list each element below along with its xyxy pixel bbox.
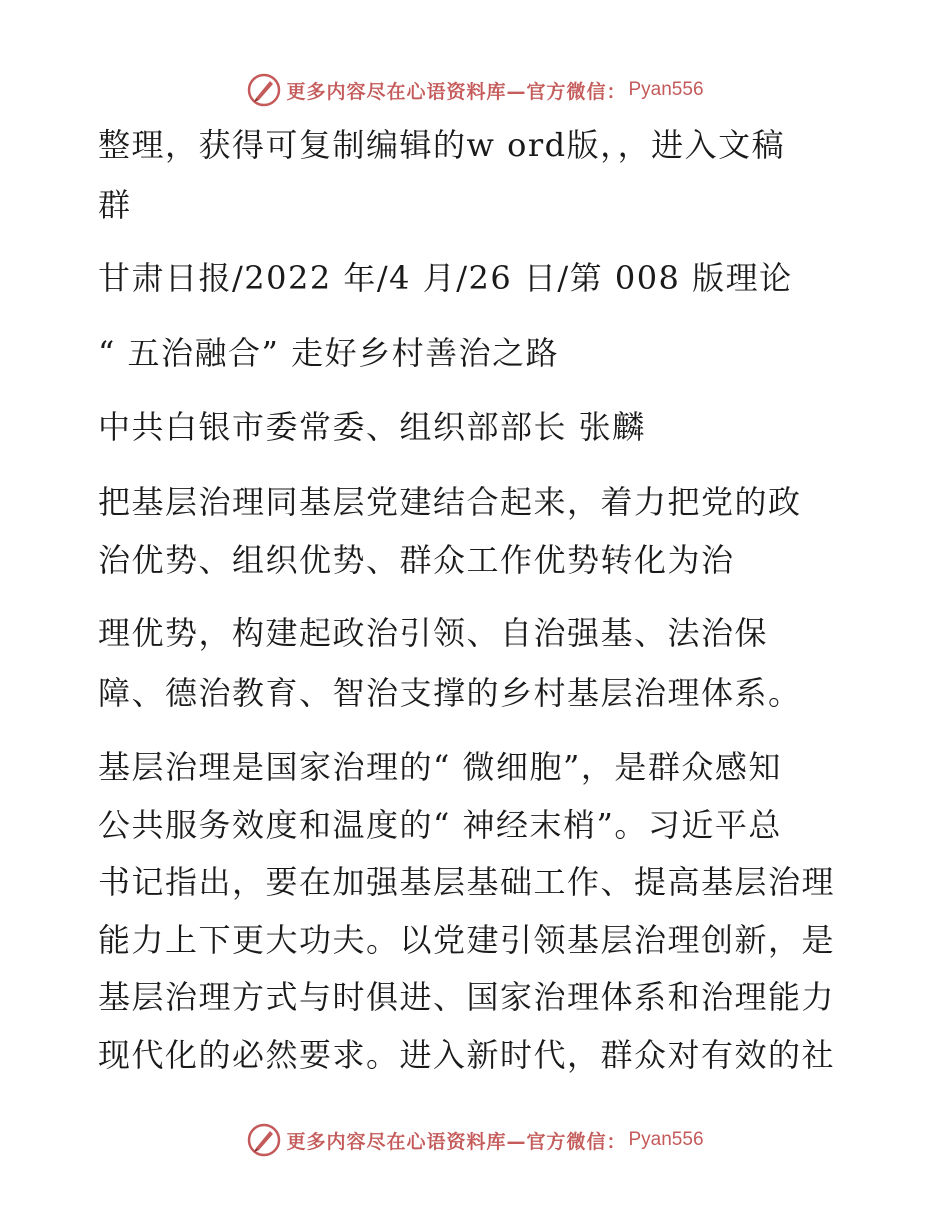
text-line: 基层治理是国家治理的“ 微细胞”，是群众感知 xyxy=(98,748,782,786)
text-line: 公共服务效度和温度的“ 神经末梢”。习近平总 xyxy=(98,806,782,844)
text-line: 整理，获得可复制编辑的w ord版，，进入文稿 xyxy=(98,126,786,164)
text-line: 书记指出，要在加强基层基础工作、提高基层治理 xyxy=(98,863,836,901)
wechat-id: Pyan556 xyxy=(628,79,704,100)
article-title: “ 五治融合” 走好乡村善治之路 xyxy=(98,334,560,372)
wechat-id: Pyan556 xyxy=(628,1129,704,1150)
text-line: 能力上下更大功夫。以党建引领基层治理创新，是 xyxy=(98,921,836,959)
text-line: 群 xyxy=(98,186,132,224)
text-line: 甘肃日报/2022 年/4 月/26 日/第 008 版理论 xyxy=(98,259,793,297)
banner-text: 更多内容尽在心语资料库—官方微信： xyxy=(286,80,627,103)
banner-text: 更多内容尽在心语资料库—官方微信： xyxy=(286,1130,627,1153)
logo-icon xyxy=(246,72,282,108)
article-author: 中共白银市委常委、组织部部长 张麟 xyxy=(98,408,646,446)
header-banner xyxy=(0,70,950,110)
text-line: 障、德治教育、智治支撑的乡村基层治理体系。 xyxy=(98,674,802,712)
text-line: 把基层治理同基层党建结合起来，着力把党的政 xyxy=(98,483,802,521)
text-line: 治优势、组织优势、群众工作优势转化为治 xyxy=(98,541,735,579)
text-line: 基层治理方式与时俱进、国家治理体系和治理能力 xyxy=(98,978,836,1016)
logo-icon xyxy=(246,1122,282,1158)
text-line: 现代化的必然要求。进入新时代，群众对有效的社 xyxy=(98,1036,836,1074)
text-line: 理优势，构建起政治引领、自治强基、法治保 xyxy=(98,614,769,652)
footer-banner xyxy=(0,1120,950,1160)
